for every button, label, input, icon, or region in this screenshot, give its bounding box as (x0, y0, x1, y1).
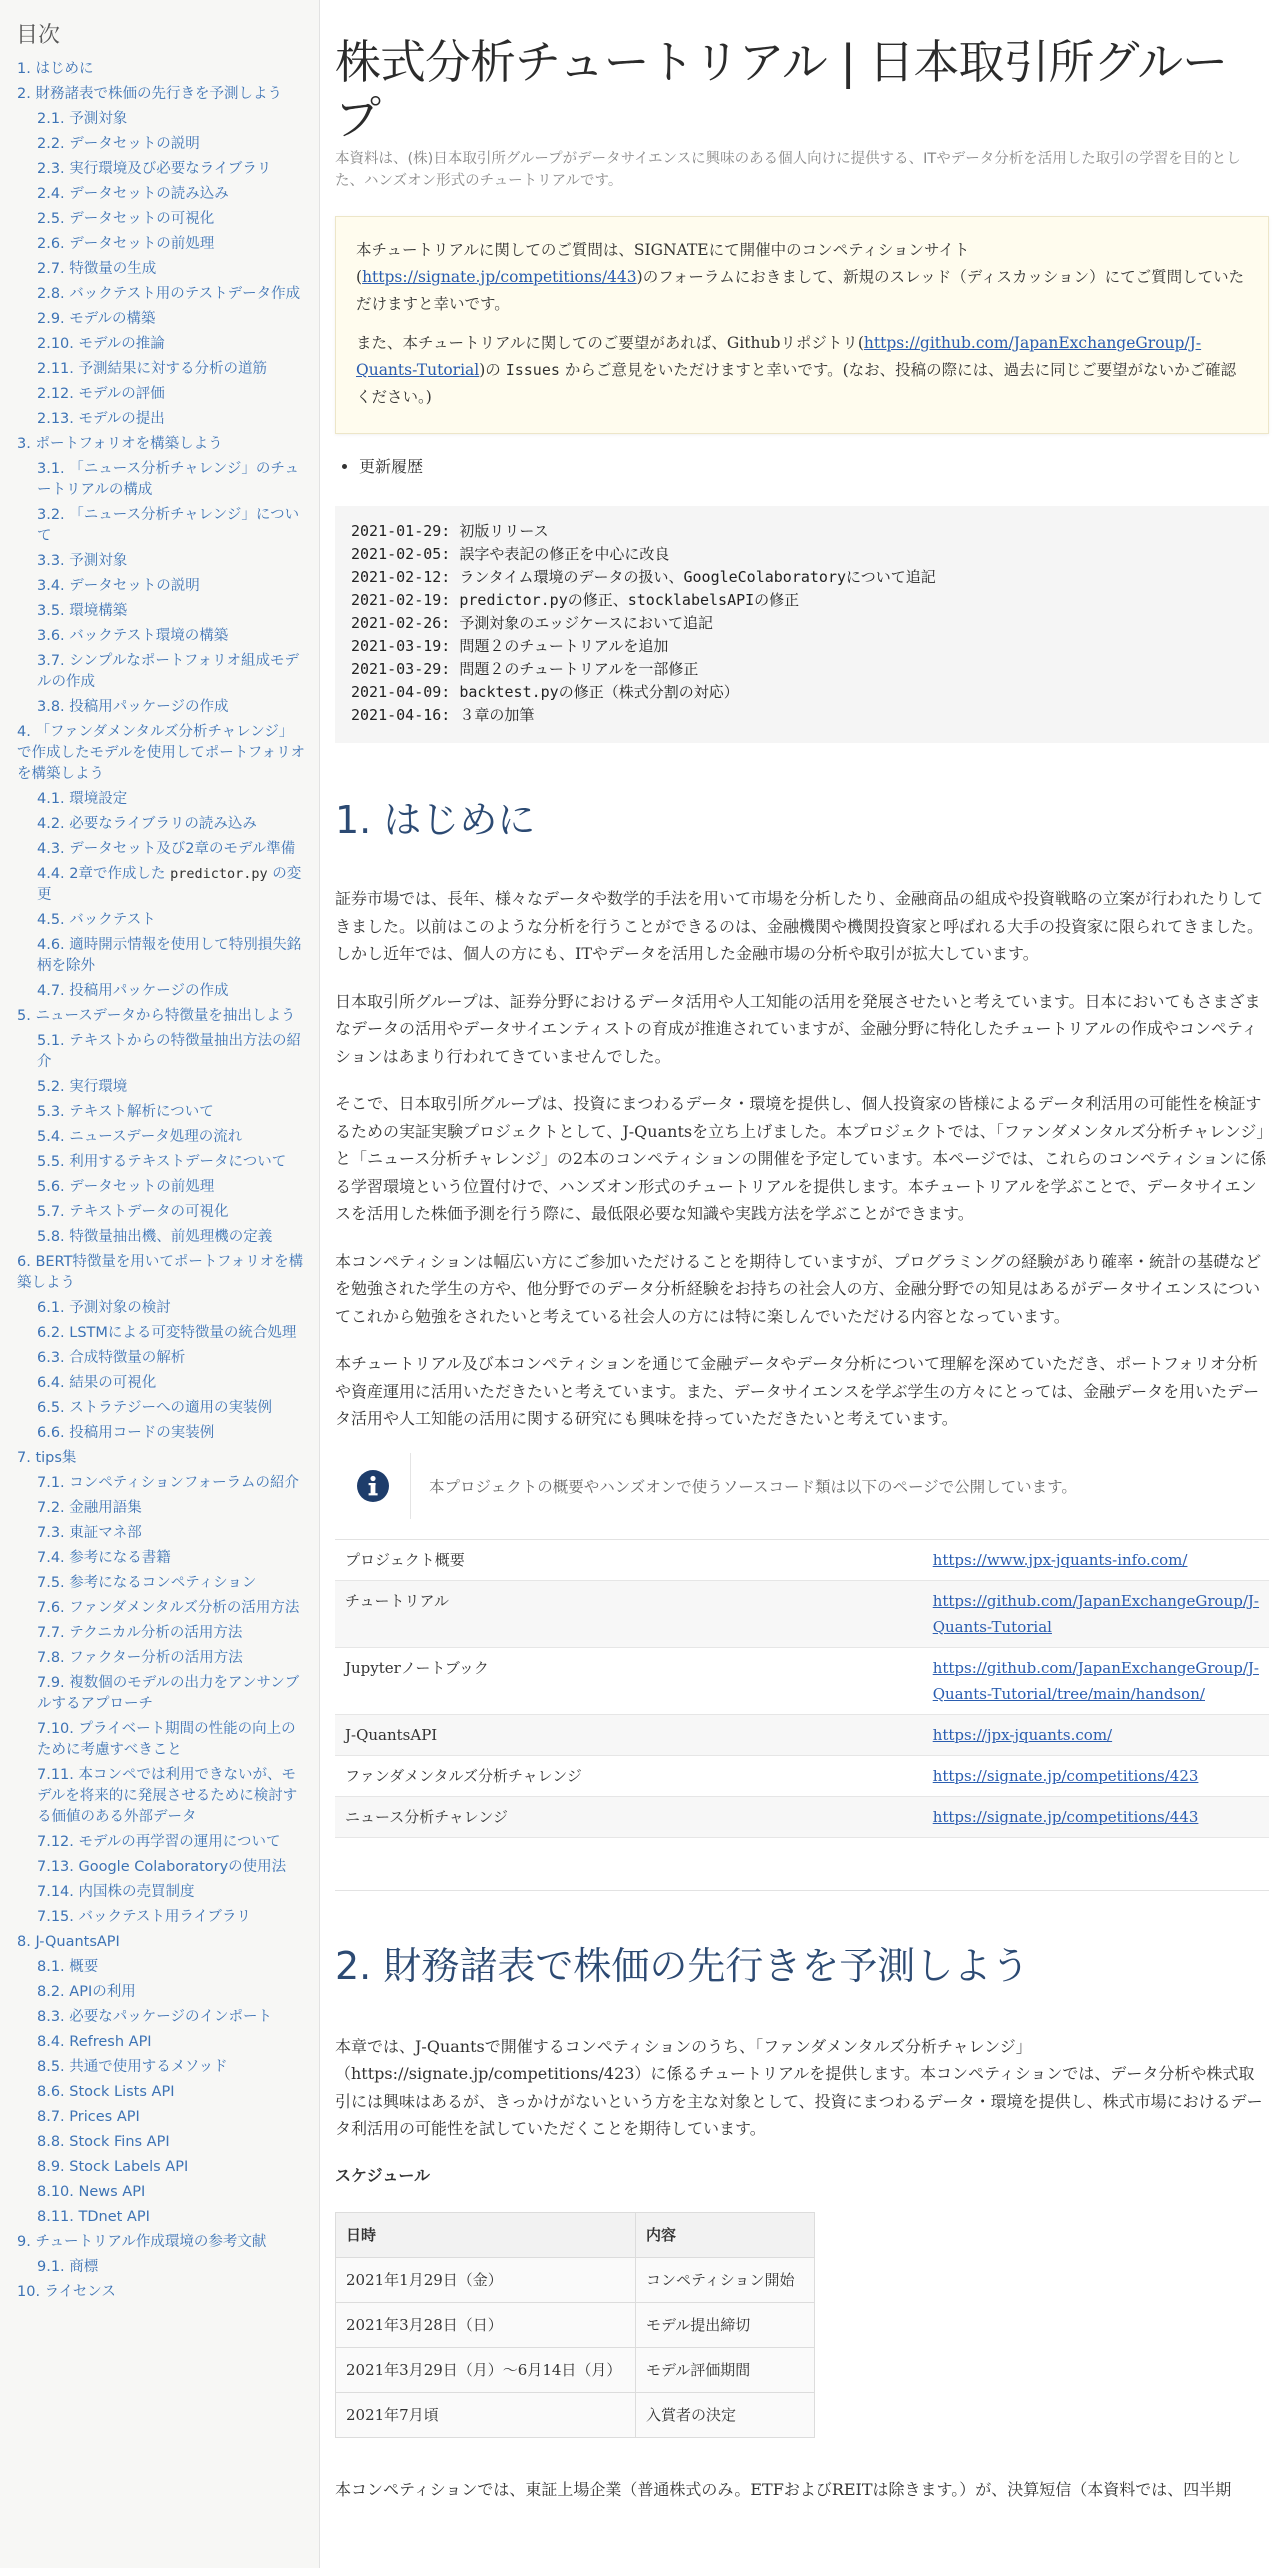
toc-link-suffix[interactable]: の変更 (37, 866, 302, 903)
toc-item (16, 259, 305, 280)
schedule-table (335, 2212, 815, 2438)
resource-label: プロジェクト概要 (335, 1539, 923, 1580)
toc-link[interactable]: 2.6. データセットの前処理 (37, 236, 215, 252)
toc-link[interactable]: 6.6. 投稿用コードの実装例 (37, 1425, 215, 1441)
changelog-line: 2021-03-19: 問題２のチュートリアルを追加 (351, 637, 669, 655)
toc-item (16, 2007, 305, 2028)
resource-link[interactable]: https://www.jpx-jquants-info.com/ (932, 1550, 1188, 1569)
toc-link[interactable]: 7.5. 参考になるコンペティション (37, 1575, 257, 1591)
toc-item (16, 134, 305, 155)
toc-item (16, 1957, 305, 1978)
toc-link[interactable]: 6. BERT特徴量を用いてポートフォリオを構築しよう (17, 1254, 304, 1291)
toc-item (16, 1102, 305, 1123)
toc-link[interactable]: 6.3. 合成特徴量の解析 (37, 1350, 186, 1366)
toc-item (16, 935, 305, 977)
toc-link[interactable]: 8. J-QuantsAPI (17, 1934, 120, 1950)
notice-text: )の (479, 361, 506, 379)
toc-link[interactable]: 8.10. News API (37, 2184, 146, 2200)
toc-link[interactable]: 4.1. 環境設定 (37, 791, 128, 807)
toc-item (16, 839, 305, 860)
toc-link[interactable]: 3.1. 「ニュース分析チャレンジ」のチュートリアルの構成 (37, 461, 299, 498)
schedule-row (336, 2392, 815, 2437)
financial-intro-paragraph: 本章では、J-Quantsで開催するコンペティションのうち、「ファンダメンタルズ分析チャレンジ」（https://signate.jp/competitions/423）に係るチュートリアルを提供します。本コンペティションでは、データ分析や株式取引には興味はあるが、きっかけがないという方を主な対象として、投資にまつわるデータ・環境を提供し、株式市場におけるデータ利活用の可能性を試していただくことを期待しています。 (335, 2036, 1263, 2138)
toc-link[interactable]: 2.9. モデルの構築 (37, 311, 156, 327)
toc-item (16, 1719, 305, 1761)
toc-link[interactable]: 8.4. Refresh API (37, 2034, 152, 2050)
toc-item (16, 1765, 305, 1828)
toc-item (16, 1907, 305, 1928)
toc-link[interactable]: 4.2. 必要なライブラリの読み込み (37, 816, 257, 832)
table-row (335, 1580, 1269, 1647)
schedule-row (336, 2257, 815, 2302)
toc-link[interactable]: 1. はじめに (17, 61, 94, 77)
toc-item (16, 1448, 305, 1469)
toc-item (16, 409, 305, 430)
toc-link[interactable]: 5.6. データセットの前処理 (37, 1179, 215, 1195)
toc-item (16, 109, 305, 130)
competition-description: 本コンペティションでは、東証上場企業（普通株式のみ。ETFおよびREITは除きます。）が、決算短信（本資料では、四半期 (335, 2479, 1232, 2499)
table-row (335, 1647, 1269, 1714)
toc-code: predictor.py (170, 866, 268, 882)
toc-item (16, 1177, 305, 1198)
toc-link[interactable]: 8.1. 概要 (37, 1959, 99, 1975)
toc-link[interactable]: 5.8. 特徴量抽出機、前処理機の定義 (37, 1229, 273, 1245)
toc-link[interactable]: 4.7. 投稿用パッケージの作成 (37, 983, 229, 999)
toc-link[interactable]: 5.1. テキストからの特徴量抽出方法の紹介 (37, 1033, 301, 1070)
toc-link[interactable]: 4.3. データセット及び2章のモデル準備 (37, 841, 296, 857)
updates-list (359, 454, 1269, 480)
info-note (335, 1453, 1269, 1519)
toc-item (16, 1127, 305, 1148)
toc-item (16, 1673, 305, 1715)
toc-item (16, 459, 305, 501)
toc-title: 目次 (16, 23, 61, 48)
changelog-line: 2021-04-09: backtest.pyの修正（株式分割の対応） (351, 683, 739, 701)
toc-item (16, 2132, 305, 2153)
toc-link[interactable]: 8.7. Prices API (37, 2109, 140, 2125)
toc-link[interactable]: 2.8. バックテスト用のテストデータ作成 (37, 286, 301, 302)
toc-link[interactable]: 7.7. テクニカル分析の活用方法 (37, 1625, 243, 1641)
toc-link[interactable]: 3.8. 投稿用パッケージの作成 (37, 699, 229, 715)
toc-item (16, 2057, 305, 2078)
toc-item (16, 384, 305, 405)
toc-link[interactable]: 4. 「ファンダメンタルズ分析チャレンジ」で作成したモデルを使用してポートフォリオを構築しよう (17, 724, 305, 782)
toc-item (16, 626, 305, 647)
intro-paragraph: そこで、日本取引所グループは、投資にまつわるデータ・環境を提供し、個人投資家の皆様によるデータ利活用の可能性を検証するための実証実験プロジェクトとして、J-Quantsを立ち上げました。本プロジェクトでは、「ファンダメンタルズ分析チャレンジ」と「ニュース分析チャレンジ」の2本のコンペティションの開催を予定しています。本ページでは、これらのコンペティションに係る学習環境という位置付けで、ハンズオン形式のチュートリアルを提供します。本チュートリアルを学ぶことで、データサイエンスを活用した株価予測を行う際に、最低限必要な知識や実践方法を学ぶことができます。 (335, 1094, 1267, 1223)
toc-item (16, 1832, 305, 1853)
toc-link[interactable]: 6.4. 結果の可視化 (37, 1375, 157, 1391)
page-subtitle: 本資料は、(株)日本取引所グループがデータサイエンスに興味のある個人向けに提供する、ITやデータ分析を活用した取引の学習を目的とした、ハンズオン形式のチュートリアルです。 (335, 151, 1241, 189)
toc-item (16, 981, 305, 1002)
toc-link[interactable]: 8.11. TDnet API (37, 2209, 150, 2225)
toc-link[interactable]: 2.4. データセットの読み込み (37, 186, 229, 202)
schedule-row (336, 2302, 815, 2347)
main-content (335, 0, 1269, 2517)
toc-link[interactable]: 8.3. 必要なパッケージのインポート (37, 2009, 272, 2025)
toc-link[interactable]: 7.15. バックテスト用ライブラリ (37, 1909, 252, 1925)
changelog-code-block (335, 506, 1269, 743)
table-row (335, 1539, 1269, 1580)
table-of-contents (0, 0, 320, 2568)
toc-item (16, 551, 305, 572)
toc-link[interactable]: 2.5. データセットの可視化 (37, 211, 215, 227)
toc-link[interactable]: 7.10. プライベート期間の性能の向上のために考慮すべきこと (37, 1721, 296, 1758)
changelog-line: 2021-02-05: 誤字や表記の修正を中心に改良 (351, 545, 670, 563)
toc-link[interactable]: 2.7. 特徴量の生成 (37, 261, 157, 277)
toc-item (16, 1473, 305, 1494)
changelog-line: 2021-04-16: ３章の加筆 (351, 706, 535, 724)
toc-link[interactable]: 5.3. テキスト解析について (37, 1104, 214, 1120)
schedule-heading: スケジュール (335, 2165, 431, 2185)
toc-link[interactable]: 7.13. Google Colaboratoryの使用法 (37, 1859, 287, 1875)
toc-link[interactable]: 3.5. 環境構築 (37, 603, 128, 619)
notice-text: からご意見をいただけますと幸いです。(なお、投稿の際には、過去に同じご要望がないかご確認ください。) (356, 361, 1237, 406)
toc-item (16, 601, 305, 622)
toc-item (16, 2082, 305, 2103)
toc-item (16, 1227, 305, 1248)
toc-item (16, 284, 305, 305)
changelog-line: 2021-03-29: 問題２のチュートリアルを一部修正 (351, 660, 699, 678)
toc-item (16, 1006, 305, 1027)
changelog-line: 2021-02-26: 予測対象のエッジケースにおいて追記 (351, 614, 714, 632)
toc-item (16, 59, 305, 80)
toc-link[interactable]: 2. 財務諸表で株価の先行きを予測しよう (17, 86, 282, 102)
updates-label: • 更新履歴 (359, 454, 1269, 480)
toc-link[interactable]: 5.5. 利用するテキストデータについて (37, 1154, 287, 1170)
toc-item (16, 1323, 305, 1344)
toc-item (16, 234, 305, 255)
toc-item (16, 1298, 305, 1319)
toc-link[interactable]: 8.5. 共通で使用するメソッド (37, 2059, 228, 2075)
notice-text: また、本チュートリアルに関してのご要望があれば、Githubリポジトリ( (356, 334, 864, 352)
toc-item (16, 651, 305, 693)
intro-paragraph: 日本取引所グループは、証券分野におけるデータ活用や人工知能の活用を発展させたいと考えています。日本においてもさまざまなデータの活用やデータサイエンティストの育成が推進されていますが、金融分野に特化したチュートリアルの作成やコンペティションはあまり行われてきていませんでした。 (335, 991, 1261, 1066)
schedule-cell: 2021年7月頃 (336, 2392, 636, 2437)
intro-paragraph: 証券市場では、長年、様々なデータや数学的手法を用いて市場を分析したり、金融商品の組成や投資戦略の立案が行われたりしてきました。以前はこのような分析を行うことができるのは、金融機関や機関投資家と呼ばれる大手の投資家に限られてきました。しかし近年では、個人の方にも、ITやデータを活用した金融市場の分析や取引が拡大しています。 (335, 889, 1264, 963)
toc-link[interactable]: 2.3. 実行環境及び必要なライブラリ (37, 161, 272, 177)
toc-link[interactable]: 10. ライセンス (17, 2284, 116, 2300)
toc-item (16, 814, 305, 835)
resource-link[interactable]: https://jpx-jquants.com/ (932, 1725, 1113, 1744)
resource-link[interactable]: https://github.com/JapanExchangeGroup/J-Quants-Tutorial (932, 1591, 1259, 1636)
toc-link[interactable]: 8.8. Stock Fins API (37, 2134, 170, 2150)
toc-link[interactable]: 7.11. 本コンペでは利用できないが、モデルを将来的に発展させるために検討する価値のある外部データ (37, 1767, 298, 1825)
toc-link[interactable]: 8.2. APIの利用 (37, 1984, 136, 2000)
toc-link[interactable]: 5.4. ニュースデータ処理の流れ (37, 1129, 243, 1145)
toc-item (16, 505, 305, 547)
toc-item (16, 1252, 305, 1294)
schedule-cell: 2021年3月28日（日） (336, 2302, 636, 2347)
resource-link[interactable]: https://github.com/JapanExchangeGroup/J-Quants-Tutorial/tree/main/handson/ (932, 1658, 1259, 1703)
schedule-cell: モデル評価期間 (636, 2347, 815, 2392)
notice-text: )のフォーラムにおきまして、新規のスレッド（ディスカッション）にてご質問していただけますと幸いです。 (356, 268, 1245, 313)
resource-label: チュートリアル (335, 1580, 923, 1647)
notice-text: 本チュートリアルに関してのご質問は、SIGNATEにて開催中のコンペティションサイト( (356, 241, 970, 286)
issues-code: Issues (505, 361, 560, 379)
toc-link[interactable]: 4.6. 適時開示情報を使用して特別損失銘柄を除外 (37, 937, 302, 974)
toc-link[interactable]: 3.4. データセットの説明 (37, 578, 200, 594)
table-row (335, 1755, 1269, 1796)
toc-link[interactable]: 8.6. Stock Lists API (37, 2084, 175, 2100)
toc-link[interactable]: 4.4. 2章で作成した (37, 866, 166, 882)
toc-link[interactable]: 4.5. バックテスト (37, 912, 156, 928)
section-heading-intro: 1. はじめに (335, 798, 536, 842)
resource-url-cell (923, 1647, 1269, 1714)
resource-label: ファンダメンタルズ分析チャレンジ (335, 1755, 923, 1796)
toc-item (16, 434, 305, 455)
table-row (335, 1796, 1269, 1837)
intro-paragraphs (335, 885, 1269, 1433)
toc-link[interactable]: 2.11. 予測結果に対する分析の道筋 (37, 361, 268, 377)
toc-item (16, 2157, 305, 2178)
toc-link[interactable]: 9.1. 商標 (37, 2259, 99, 2275)
schedule-row (336, 2347, 815, 2392)
toc-item (16, 1598, 305, 1619)
toc-link[interactable]: 8.9. Stock Labels API (37, 2159, 189, 2175)
toc-item (16, 184, 305, 205)
notice-paragraph-requests (356, 330, 1248, 411)
table-row (335, 1714, 1269, 1755)
schedule-cell: モデル提出締切 (636, 2302, 815, 2347)
toc-item (16, 1932, 305, 1953)
toc-item (16, 1882, 305, 1903)
toc-item (16, 1031, 305, 1073)
toc-item (16, 1648, 305, 1669)
toc-link[interactable]: 7.8. ファクター分析の活用方法 (37, 1650, 243, 1666)
toc-link[interactable]: 7. tips集 (17, 1450, 77, 1466)
schedule-header-cell: 日時 (336, 2212, 636, 2257)
notice-paragraph-questions (356, 237, 1248, 318)
resource-url-cell (923, 1755, 1269, 1796)
intro-paragraph: 本チュートリアル及び本コンペティションを通じて金融データやデータ分析について理解を深めていただき、ポートフォリオ分析や資産運用に活用いただきたいと考えています。また、データサイエンスを学ぶ学生の方々にとっては、金融データを用いたデータ活用や人工知能の活用に関する研究にも興味を持っていただきたいと考えています。 (335, 1354, 1260, 1428)
toc-link[interactable]: 7.2. 金融用語集 (37, 1500, 142, 1516)
resource-url-cell (923, 1580, 1269, 1647)
toc-link[interactable]: 6.1. 予測対象の検討 (37, 1300, 171, 1316)
schedule-header-cell: 内容 (636, 2212, 815, 2257)
toc-item (16, 359, 305, 380)
toc-item (16, 1523, 305, 1544)
toc-link[interactable]: 7.4. 参考になる書籍 (37, 1550, 171, 1566)
toc-item (16, 1548, 305, 1569)
changelog-line: 2021-02-12: ランタイム環境のデータの扱い、GoogleColaboratoryについて追記 (351, 568, 936, 586)
toc-item (16, 1982, 305, 2003)
toc-item (16, 2207, 305, 2228)
toc-item (16, 1152, 305, 1173)
toc-link[interactable]: 5. ニュースデータから特徴量を抽出しよう (17, 1008, 296, 1024)
info-icon (335, 1453, 411, 1519)
toc-link[interactable]: 3.6. バックテスト環境の構築 (37, 628, 229, 644)
toc-item (16, 1398, 305, 1419)
toc-item (16, 2032, 305, 2053)
toc-link[interactable]: 5.2. 実行環境 (37, 1079, 128, 1095)
toc-link[interactable]: 2.12. モデルの評価 (37, 386, 165, 402)
toc-link[interactable]: 7.3. 東証マネ部 (37, 1525, 142, 1541)
toc-link[interactable]: 3.3. 予測対象 (37, 553, 128, 569)
resource-url-cell (923, 1539, 1269, 1580)
toc-item (16, 2232, 305, 2253)
toc-item (16, 910, 305, 931)
toc-item (16, 697, 305, 718)
toc-item (16, 84, 305, 105)
resource-links-table (335, 1539, 1269, 1838)
signate-forum-link[interactable]: https://signate.jp/competitions/443 (362, 268, 637, 286)
toc-item (16, 334, 305, 355)
toc-item (16, 1202, 305, 1223)
toc-link[interactable]: 7.1. コンペティションフォーラムの紹介 (37, 1475, 299, 1491)
toc-item (16, 1373, 305, 1394)
toc-item (16, 864, 305, 906)
toc-item (16, 2107, 305, 2128)
toc-item (16, 2257, 305, 2278)
notice-callout (335, 216, 1269, 434)
toc-link[interactable]: 3. ポートフォリオを構築しよう (17, 436, 223, 452)
schedule-header-row (336, 2212, 815, 2257)
toc-link[interactable]: 2.2. データセットの説明 (37, 136, 200, 152)
changelog-line: 2021-02-19: predictor.pyの修正、stocklabelsAPIの修正 (351, 591, 800, 609)
toc-link[interactable]: 3.2. 「ニュース分析チャレンジ」について (37, 507, 300, 544)
toc-item (16, 2182, 305, 2203)
toc-link[interactable]: 9. チュートリアル作成環境の参考文献 (17, 2234, 267, 2250)
toc-link[interactable]: 3.7. シンプルなポートフォリオ組成モデルの作成 (37, 653, 300, 690)
resource-link[interactable]: https://signate.jp/competitions/443 (932, 1807, 1199, 1826)
schedule-cell: 入賞者の決定 (636, 2392, 815, 2437)
toc-link[interactable]: 5.7. テキストデータの可視化 (37, 1204, 229, 1220)
page-title: 株式分析チュートリアル | 日本取引所グループ (335, 35, 1228, 145)
toc-link[interactable]: 6.5. ストラテジーへの適用の実装例 (37, 1400, 272, 1416)
github-repo-link[interactable]: https://github.com/JapanExchangeGroup/J-Quants-Tutorial (356, 334, 1202, 379)
resource-url-cell (923, 1714, 1269, 1755)
schedule-cell: 2021年1月29日（金） (336, 2257, 636, 2302)
toc-item (16, 209, 305, 230)
toc-link[interactable]: 6.2. LSTMによる可変特徴量の統合処理 (37, 1325, 297, 1341)
section-heading-financial: 2. 財務諸表で株価の先行きを予測しよう (335, 1943, 1030, 1988)
toc-item (16, 576, 305, 597)
toc-item (16, 1348, 305, 1369)
schedule-cell: 2021年3月29日（月）〜6月14日（月） (336, 2347, 636, 2392)
toc-item (16, 722, 305, 785)
toc-link[interactable]: 7.9. 複数個のモデルの出力をアンサンブルするアプローチ (37, 1675, 300, 1712)
toc-item (16, 1498, 305, 1519)
schedule-cell: コンペティション開始 (636, 2257, 815, 2302)
resource-link[interactable]: https://signate.jp/competitions/423 (932, 1766, 1199, 1785)
toc-item (16, 1077, 305, 1098)
info-text: 本プロジェクトの概要やハンズオンで使うソースコード類は以下のページで公開しています。 (429, 1477, 1077, 1496)
toc-item (16, 2282, 305, 2303)
resource-label: Jupyterノートブック (335, 1647, 923, 1714)
intro-paragraph: 本コンペティションは幅広い方にご参加いただけることを期待していますが、プログラミングの経験があり確率・統計の基礎などを勉強された学生の方や、他分野でのデータ分析経験をお持ちの社会人の方、金融分野での知見はあるがデータサイエンスについてこれから勉強をされたいと考えている社会人の方には特に楽しんでいただける内容となっています。 (335, 1251, 1262, 1326)
resource-url-cell (923, 1796, 1269, 1837)
toc-link[interactable]: 7.12. モデルの再学習の運用について (37, 1834, 281, 1850)
toc-item (16, 309, 305, 330)
toc-list (16, 59, 305, 2303)
toc-item (16, 1623, 305, 1644)
resource-label: J-QuantsAPI (335, 1714, 923, 1755)
toc-link[interactable]: 2.1. 予測対象 (37, 111, 128, 127)
toc-item (16, 159, 305, 180)
toc-link[interactable]: 2.10. モデルの推論 (37, 336, 165, 352)
changelog-line: 2021-01-29: 初版リリース (351, 522, 549, 540)
toc-item (16, 1573, 305, 1594)
toc-item (16, 1857, 305, 1878)
toc-item (16, 789, 305, 810)
toc-link[interactable]: 7.14. 内国株の売買制度 (37, 1884, 195, 1900)
toc-item (16, 1423, 305, 1444)
section-divider (335, 1890, 1269, 1891)
resource-label: ニュース分析チャレンジ (335, 1796, 923, 1837)
toc-link[interactable]: 2.13. モデルの提出 (37, 411, 165, 427)
toc-link[interactable]: 7.6. ファンダメンタルズ分析の活用方法 (37, 1600, 300, 1616)
